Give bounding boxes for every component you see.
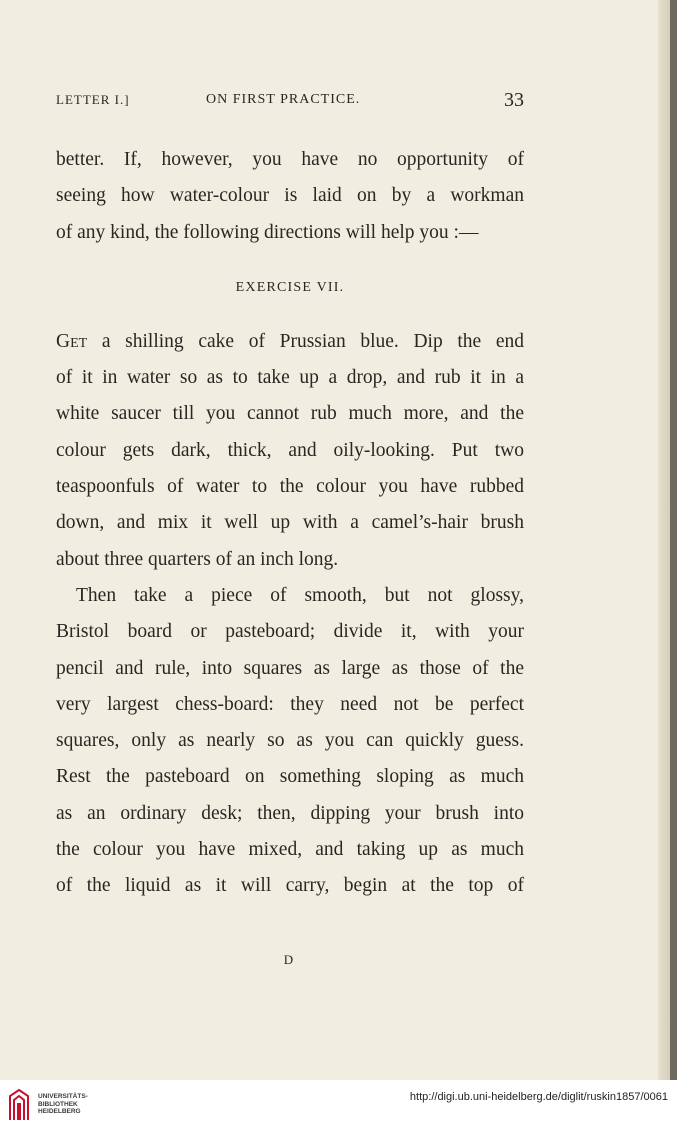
text-line: as an ordinary desk; then, dipping your brush into <box>56 802 524 824</box>
text-line <box>56 324 524 360</box>
institution-line: HEIDELBERG <box>38 1108 81 1115</box>
source-url[interactable]: http://digi.ub.uni-heidelberg.de/diglit/ruskin1857/0061 <box>409 1091 668 1103</box>
text-line: Then take a piece of smooth, but not glossy, <box>76 584 524 606</box>
text-line: down, and mix it well up with a camel’s-hair brush <box>56 512 524 534</box>
text-line: colour gets dark, thick, and oily-looking. Put two <box>56 439 524 461</box>
body-text <box>56 142 524 905</box>
running-head <box>56 89 524 116</box>
institution-line: UNIVERSITÄTS- <box>38 1093 88 1100</box>
page-number: 33 <box>504 89 524 111</box>
running-head-title: ON FIRST PRACTICE. <box>206 92 361 107</box>
institution-line: BIBLIOTHEK <box>38 1100 78 1108</box>
text-line: of any kind, the following directions will help you :— <box>56 221 479 243</box>
scan-gutter <box>670 0 677 1080</box>
text-line: Rest the pasteboard on something sloping as much <box>56 766 524 788</box>
running-head-letter: LETTER I.] <box>56 92 130 107</box>
text-line: seeing how water-colour is laid on by a workman <box>56 185 524 207</box>
text-line: Bristol board or pasteboard; divide it, with your <box>56 621 524 643</box>
exercise-heading: EXERCISE VII. <box>235 279 345 295</box>
text-line-rest: a shilling cake of Prussian blue. Dip the end <box>101 330 525 352</box>
drop-word: Get <box>56 330 88 352</box>
text-line: of it in water so as to take up a drop, and rub it in a <box>56 367 524 389</box>
text-line: teaspoonfuls of water to the colour you have rubbed <box>56 476 524 498</box>
institution-name <box>38 1093 88 1116</box>
text-line: squares, only as nearly so as you can quickly guess. <box>56 730 524 752</box>
text-line: white saucer till you cannot rub much more, and the <box>56 403 524 425</box>
text-line: better. If, however, you have no opportunity of <box>56 149 524 170</box>
text-line: about three quarters of an inch long. <box>56 548 339 570</box>
page-edge <box>658 0 670 1080</box>
text-line: of the liquid as it will carry, begin at the top of <box>56 875 524 897</box>
library-logo-icon <box>7 1088 31 1122</box>
footer-bar <box>0 1080 677 1129</box>
text-line: pencil and rule, into squares as large as those of the <box>56 657 524 679</box>
signature-mark: D <box>283 952 294 967</box>
text-line: the colour you have mixed, and taking up as much <box>56 839 524 861</box>
text-line: very largest chess-board: they need not be perfect <box>56 693 524 715</box>
